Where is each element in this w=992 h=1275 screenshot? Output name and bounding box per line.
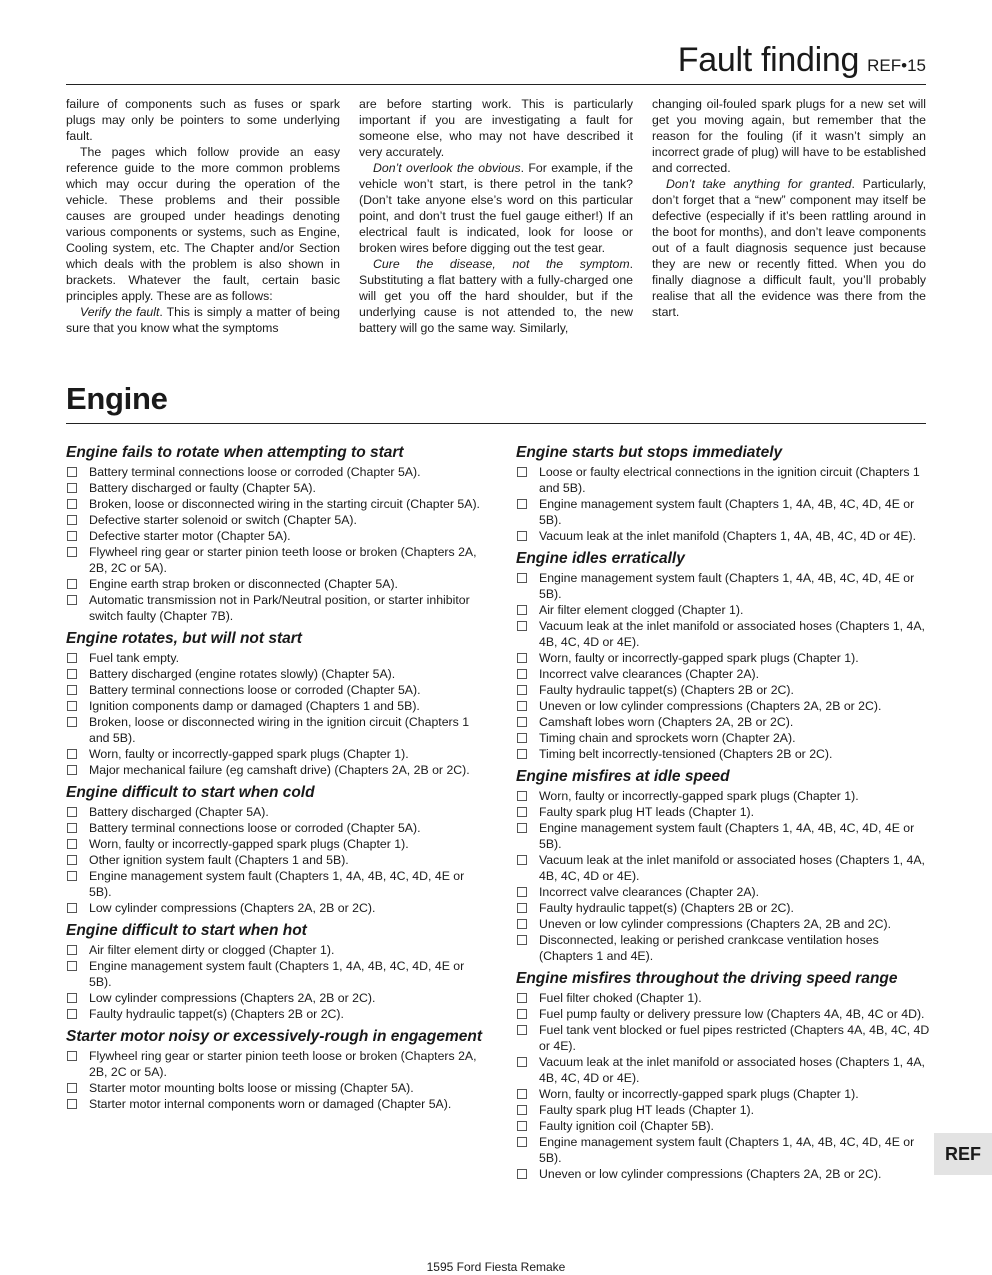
fault-item-text: Engine management system fault (Chapters 1, 4A, 4B, 4C, 4D, 4E or 5B). <box>89 869 465 899</box>
fault-item <box>66 480 486 496</box>
checkbox-icon <box>67 765 77 775</box>
checkbox-icon <box>67 515 77 525</box>
intro-paragraph <box>359 160 633 256</box>
fault-item-text: Battery terminal connections loose or corroded (Chapter 5A). <box>89 821 421 835</box>
intro-paragraph <box>66 144 340 304</box>
checkbox-icon <box>517 903 527 913</box>
checkbox-icon <box>517 823 527 833</box>
checkbox-icon <box>67 669 77 679</box>
intro-text: failure of components such as fuses or spark plugs may only be pointers to some underlying fault. <box>66 97 340 143</box>
checkbox-icon <box>67 749 77 759</box>
checkbox-icon <box>67 595 77 605</box>
intro-paragraph <box>359 96 633 160</box>
fault-item <box>66 682 486 698</box>
fault-column-left <box>66 444 486 1188</box>
page-footer: 1595 Ford Fiesta Remake <box>426 1260 566 1274</box>
checkbox-icon <box>517 717 527 727</box>
checkbox-icon <box>517 1089 527 1099</box>
fault-item-text: Starter motor internal components worn or damaged (Chapter 5A). <box>89 1097 452 1111</box>
fault-item-text: Faulty spark plug HT leads (Chapter 1). <box>539 1103 755 1117</box>
checkbox-icon <box>67 961 77 971</box>
fault-item-text: Incorrect valve clearances (Chapter 2A). <box>539 667 760 681</box>
fault-group-title: Engine starts but stops immediately <box>516 444 783 461</box>
checkbox-icon <box>517 919 527 929</box>
fault-item <box>66 836 486 852</box>
fault-item-text: Incorrect valve clearances (Chapter 2A). <box>539 885 760 899</box>
fault-item <box>516 1166 936 1182</box>
fault-item-text: Flywheel ring gear or starter pinion teeth loose or broken (Chapters 2A, 2B, 2C or 5A). <box>89 1049 477 1079</box>
fault-group-title: Engine idles erratically <box>516 550 685 567</box>
intro-text <box>66 96 926 336</box>
fault-item <box>66 852 486 868</box>
fault-item <box>66 666 486 682</box>
intro-paragraph <box>66 96 340 144</box>
fault-item <box>66 1080 486 1096</box>
fault-item-text: Other ignition system fault (Chapters 1 and 5B). <box>89 853 349 867</box>
fault-item-text: Defective starter motor (Chapter 5A). <box>89 529 291 543</box>
fault-items <box>66 804 486 916</box>
fault-item-text: Faulty hydraulic tappet(s) (Chapters 2B or 2C). <box>89 1007 344 1021</box>
fault-item <box>516 1086 936 1102</box>
intro-emphasis: Don’t take anything for granted <box>666 177 852 191</box>
intro-text: . For example, if the vehicle won’t start, is there petrol in the tank? (Don’t take anyone else’s word on this particular point, and don’t trust the fuel gauge either!) If an electrical fault is indicated, look for loose or broken wires before digging out the test gear. <box>359 161 633 255</box>
fault-item-text: Starter motor mounting bolts loose or missing (Chapter 5A). <box>89 1081 414 1095</box>
page-ref: REF•15 <box>867 56 926 75</box>
fault-items <box>66 942 486 1022</box>
fault-item <box>66 868 486 900</box>
checkbox-icon <box>517 1105 527 1115</box>
fault-group <box>516 444 936 544</box>
checkbox-icon <box>517 499 527 509</box>
section-title: Engine <box>66 381 168 416</box>
fault-item-text: Fuel tank vent blocked or fuel pipes restricted (Chapters 4A, 4B, 4C, 4D or 4E). <box>539 1023 930 1053</box>
checkbox-icon <box>517 1009 527 1019</box>
fault-item-text: Battery discharged (Chapter 5A). <box>89 805 269 819</box>
fault-item-text: Loose or faulty electrical connections in the ignition circuit (Chapters 1 and 5B). <box>539 465 920 495</box>
intro-column-1 <box>66 96 340 336</box>
fault-item <box>516 900 936 916</box>
fault-item <box>516 650 936 666</box>
fault-list <box>66 444 936 1188</box>
fault-group <box>66 922 486 1022</box>
fault-item-text: Camshaft lobes worn (Chapters 2A, 2B or 2C). <box>539 715 794 729</box>
checkbox-icon <box>517 887 527 897</box>
fault-group-title: Engine misfires at idle speed <box>516 768 730 785</box>
checkbox-icon <box>67 807 77 817</box>
fault-item-text: Vacuum leak at the inlet manifold or associated hoses (Chapters 1, 4A, 4B, 4C, 4D or 4E). <box>539 619 925 649</box>
checkbox-icon <box>517 1025 527 1035</box>
fault-item <box>66 714 486 746</box>
fault-item-text: Broken, loose or disconnected wiring in the ignition circuit (Chapters 1 and 5B). <box>89 715 470 745</box>
checkbox-icon <box>517 621 527 631</box>
fault-item-text: Defective starter solenoid or switch (Chapter 5A). <box>89 513 357 527</box>
checkbox-icon <box>517 1057 527 1067</box>
checkbox-icon <box>67 871 77 881</box>
fault-item-text: Air filter element clogged (Chapter 1). <box>539 603 744 617</box>
fault-item-text: Battery terminal connections loose or corroded (Chapter 5A). <box>89 465 421 479</box>
fault-group <box>516 550 936 762</box>
fault-item-text: Worn, faulty or incorrectly-gapped spark plugs (Chapter 1). <box>539 651 859 665</box>
intro-paragraph <box>652 176 926 320</box>
fault-group-title: Starter motor noisy or excessively-rough in engagement <box>66 1028 483 1045</box>
page-header <box>66 38 926 85</box>
fault-item-text: Automatic transmission not in Park/Neutral position, or starter inhibitor switch faulty (Chapter 7B). <box>89 593 470 623</box>
fault-item-text: Low cylinder compressions (Chapters 2A, 2B or 2C). <box>89 901 376 915</box>
fault-item <box>516 788 936 804</box>
fault-item <box>516 1118 936 1134</box>
fault-item-text: Uneven or low cylinder compressions (Chapters 2A, 2B or 2C). <box>539 699 882 713</box>
fault-item <box>66 576 486 592</box>
checkbox-icon <box>67 855 77 865</box>
fault-item <box>66 1048 486 1080</box>
intro-text: are before starting work. This is particularly important if you are investigating a fault for someone else, who may not have described it very accurately. <box>359 97 633 159</box>
checkbox-icon <box>517 701 527 711</box>
fault-item <box>516 1134 936 1166</box>
fault-item-text: Flywheel ring gear or starter pinion teeth loose or broken (Chapters 2A, 2B, 2C or 5A). <box>89 545 477 575</box>
fault-item-text: Timing belt incorrectly-tensioned (Chapters 2B or 2C). <box>539 747 833 761</box>
fault-items <box>516 788 936 964</box>
fault-item <box>66 804 486 820</box>
fault-item <box>66 464 486 480</box>
intro-emphasis: Verify the fault <box>80 305 160 319</box>
fault-group <box>66 784 486 916</box>
fault-item-text: Fuel filter choked (Chapter 1). <box>539 991 702 1005</box>
checkbox-icon <box>67 483 77 493</box>
fault-item-text: Faulty hydraulic tappet(s) (Chapters 2B or 2C). <box>539 683 794 697</box>
fault-item-text: Broken, loose or disconnected wiring in the starting circuit (Chapter 5A). <box>89 497 480 511</box>
fault-item-text: Uneven or low cylinder compressions (Chapters 2A, 2B and 2C). <box>539 917 891 931</box>
fault-group-title: Engine rotates, but will not start <box>66 630 302 647</box>
fault-item-text: Major mechanical failure (eg camshaft drive) (Chapters 2A, 2B or 2C). <box>89 763 470 777</box>
header-title: Fault finding <box>677 41 860 79</box>
checkbox-icon <box>517 855 527 865</box>
checkbox-icon <box>517 573 527 583</box>
checkbox-icon <box>517 467 527 477</box>
fault-item-text: Timing chain and sprockets worn (Chapter 2A). <box>539 731 796 745</box>
fault-item <box>66 942 486 958</box>
fault-item <box>516 666 936 682</box>
checkbox-icon <box>67 499 77 509</box>
fault-group <box>66 1028 486 1112</box>
fault-item <box>516 618 936 650</box>
fault-item-text: Engine management system fault (Chapters 1, 4A, 4B, 4C, 4D, 4E or 5B). <box>89 959 465 989</box>
fault-item-text: Battery discharged or faulty (Chapter 5A). <box>89 481 316 495</box>
fault-group <box>66 630 486 778</box>
checkbox-icon <box>517 653 527 663</box>
checkbox-icon <box>517 935 527 945</box>
fault-item <box>516 1102 936 1118</box>
fault-item-text: Worn, faulty or incorrectly-gapped spark plugs (Chapter 1). <box>539 789 859 803</box>
fault-item-text: Engine management system fault (Chapters 1, 4A, 4B, 4C, 4D, 4E or 5B). <box>539 1135 915 1165</box>
fault-item-text: Air filter element dirty or clogged (Chapter 1). <box>89 943 335 957</box>
fault-items <box>66 650 486 778</box>
checkbox-icon <box>67 685 77 695</box>
checkbox-icon <box>67 531 77 541</box>
fault-items <box>516 464 936 544</box>
checkbox-icon <box>517 669 527 679</box>
fault-item-text: Low cylinder compressions (Chapters 2A, 2B or 2C). <box>89 991 376 1005</box>
checkbox-icon <box>67 717 77 727</box>
fault-items <box>516 570 936 762</box>
checkbox-icon <box>67 1099 77 1109</box>
fault-item <box>516 932 936 964</box>
fault-item <box>516 884 936 900</box>
fault-item <box>516 1006 936 1022</box>
fault-item-text: Engine earth strap broken or disconnected (Chapter 5A). <box>89 577 398 591</box>
fault-item <box>66 512 486 528</box>
fault-item-text: Engine management system fault (Chapters 1, 4A, 4B, 4C, 4D, 4E or 5B). <box>539 497 915 527</box>
intro-paragraph <box>359 256 633 336</box>
fault-group <box>66 444 486 624</box>
fault-item-text: Vacuum leak at the inlet manifold or associated hoses (Chapters 1, 4A, 4B, 4C, 4D or 4E). <box>539 1055 925 1085</box>
fault-group-title: Engine difficult to start when cold <box>66 784 315 801</box>
fault-item <box>66 650 486 666</box>
fault-item-text: Faulty ignition coil (Chapter 5B). <box>539 1119 714 1133</box>
checkbox-icon <box>517 605 527 615</box>
fault-item <box>516 464 936 496</box>
fault-items <box>66 464 486 624</box>
fault-item-text: Engine management system fault (Chapters 1, 4A, 4B, 4C, 4D, 4E or 5B). <box>539 821 915 851</box>
checkbox-icon <box>517 531 527 541</box>
intro-text: The pages which follow provide an easy reference guide to the more common problems which may occur during the operation of the vehicle. These problems and their possible causes are grouped under headings denoting various components or systems, such as Engine, Cooling system, etc. The Chapter and/or Section which deals with the problem is also shown in brackets. Whatever the fault, certain basic principles apply. These are as follows: <box>66 145 340 303</box>
checkbox-icon <box>517 993 527 1003</box>
checkbox-icon <box>517 749 527 759</box>
fault-item <box>66 820 486 836</box>
checkbox-icon <box>67 1051 77 1061</box>
fault-item-text: Vacuum leak at the inlet manifold or associated hoses (Chapters 1, 4A, 4B, 4C, 4D or 4E). <box>539 853 925 883</box>
fault-item <box>66 958 486 990</box>
checkbox-icon <box>67 903 77 913</box>
fault-group <box>516 970 936 1182</box>
checkbox-icon <box>67 823 77 833</box>
intro-text: changing oil-fouled spark plugs for a new set will get you moving again, but remember that the reason for the fouling (if it wasn’t simply an incorrect grade of plug) will have to be established and corrected. <box>652 97 926 175</box>
fault-item-text: Worn, faulty or incorrectly-gapped spark plugs (Chapter 1). <box>89 747 409 761</box>
intro-text: . Substituting a flat battery with a fully-charged one will get you off the hard shoulder, but if the underlying cause is not attended to, the new battery will go the same way. Similarly, <box>359 257 633 335</box>
fault-item <box>516 1022 936 1054</box>
checkbox-icon <box>517 733 527 743</box>
section-heading <box>66 381 926 424</box>
checkbox-icon <box>67 467 77 477</box>
fault-item <box>516 916 936 932</box>
checkbox-icon <box>67 1083 77 1093</box>
fault-item <box>66 496 486 512</box>
fault-item-text: Fuel pump faulty or delivery pressure low (Chapters 4A, 4B, 4C or 4D). <box>539 1007 925 1021</box>
checkbox-icon <box>517 791 527 801</box>
checkbox-icon <box>67 579 77 589</box>
fault-item <box>66 746 486 762</box>
fault-item <box>66 762 486 778</box>
checkbox-icon <box>517 1121 527 1131</box>
fault-item <box>66 1096 486 1112</box>
fault-item-text: Faulty hydraulic tappet(s) (Chapters 2B or 2C). <box>539 901 794 915</box>
fault-item <box>516 528 936 544</box>
fault-item <box>66 592 486 624</box>
fault-items <box>516 990 936 1182</box>
intro-text: . Particularly, don’t forget that a “new” component may itself be defective (especially if it’s been rattling around in the boot for months), and don’t leave components out of a fault diagnosis sequence just because they are new or recently fitted. When you do finally diagnose a difficult fault, you’ll probably realise that all the evidence was there from the start. <box>652 177 927 319</box>
fault-item <box>66 698 486 714</box>
fault-item <box>516 852 936 884</box>
fault-item <box>516 804 936 820</box>
fault-item <box>516 990 936 1006</box>
fault-item <box>516 820 936 852</box>
fault-item-text: Worn, faulty or incorrectly-gapped spark plugs (Chapter 1). <box>89 837 409 851</box>
checkbox-icon <box>517 685 527 695</box>
checkbox-icon <box>517 1137 527 1147</box>
fault-group-title: Engine misfires throughout the driving speed range <box>516 970 898 987</box>
fault-item-text: Ignition components damp or damaged (Chapters 1 and 5B). <box>89 699 420 713</box>
fault-item <box>516 730 936 746</box>
page-title <box>678 41 926 80</box>
fault-item-text: Disconnected, leaking or perished crankcase ventilation hoses (Chapters 1 and 4E). <box>539 933 879 963</box>
checkbox-icon <box>67 945 77 955</box>
intro-paragraph <box>66 304 340 336</box>
fault-item-text: Battery discharged (engine rotates slowly) (Chapter 5A). <box>89 667 396 681</box>
checkbox-icon <box>67 993 77 1003</box>
fault-item <box>516 698 936 714</box>
fault-item <box>516 602 936 618</box>
fault-item <box>66 900 486 916</box>
intro-column-3 <box>652 96 926 336</box>
checkbox-icon <box>517 1169 527 1179</box>
checkbox-icon <box>67 839 77 849</box>
intro-text: . This is simply a matter of being sure that you know what the symptoms <box>66 305 340 335</box>
fault-item-text: Fuel tank empty. <box>89 651 179 665</box>
checkbox-icon <box>67 547 77 557</box>
fault-group <box>516 768 936 964</box>
checkbox-icon <box>517 807 527 817</box>
fault-item <box>66 1006 486 1022</box>
fault-item <box>66 990 486 1006</box>
fault-item-text: Battery terminal connections loose or corroded (Chapter 5A). <box>89 683 421 697</box>
fault-item-text: Vacuum leak at the inlet manifold (Chapters 1, 4A, 4B, 4C, 4D or 4E). <box>539 529 917 543</box>
fault-item <box>516 496 936 528</box>
checkbox-icon <box>67 701 77 711</box>
fault-item <box>516 570 936 602</box>
fault-item-text: Worn, faulty or incorrectly-gapped spark plugs (Chapter 1). <box>539 1087 859 1101</box>
ref-tab: REF <box>934 1133 992 1175</box>
fault-item-text: Engine management system fault (Chapters 1, 4A, 4B, 4C, 4D, 4E or 5B). <box>539 571 915 601</box>
fault-group-title: Engine difficult to start when hot <box>66 922 307 939</box>
fault-item <box>516 682 936 698</box>
intro-paragraph <box>652 96 926 176</box>
fault-item <box>516 746 936 762</box>
fault-item <box>516 714 936 730</box>
intro-column-2 <box>359 96 633 336</box>
fault-item-text: Faulty spark plug HT leads (Chapter 1). <box>539 805 755 819</box>
fault-group-title: Engine fails to rotate when attempting to start <box>66 444 404 461</box>
fault-item-text: Uneven or low cylinder compressions (Chapters 2A, 2B or 2C). <box>539 1167 882 1181</box>
intro-emphasis: Don’t overlook the obvious <box>373 161 521 175</box>
checkbox-icon <box>67 653 77 663</box>
intro-emphasis: Cure the disease, not the symptom <box>373 257 630 271</box>
fault-item <box>516 1054 936 1086</box>
fault-item <box>66 528 486 544</box>
checkbox-icon <box>67 1009 77 1019</box>
fault-column-right <box>516 444 936 1188</box>
fault-items <box>66 1048 486 1112</box>
fault-item <box>66 544 486 576</box>
